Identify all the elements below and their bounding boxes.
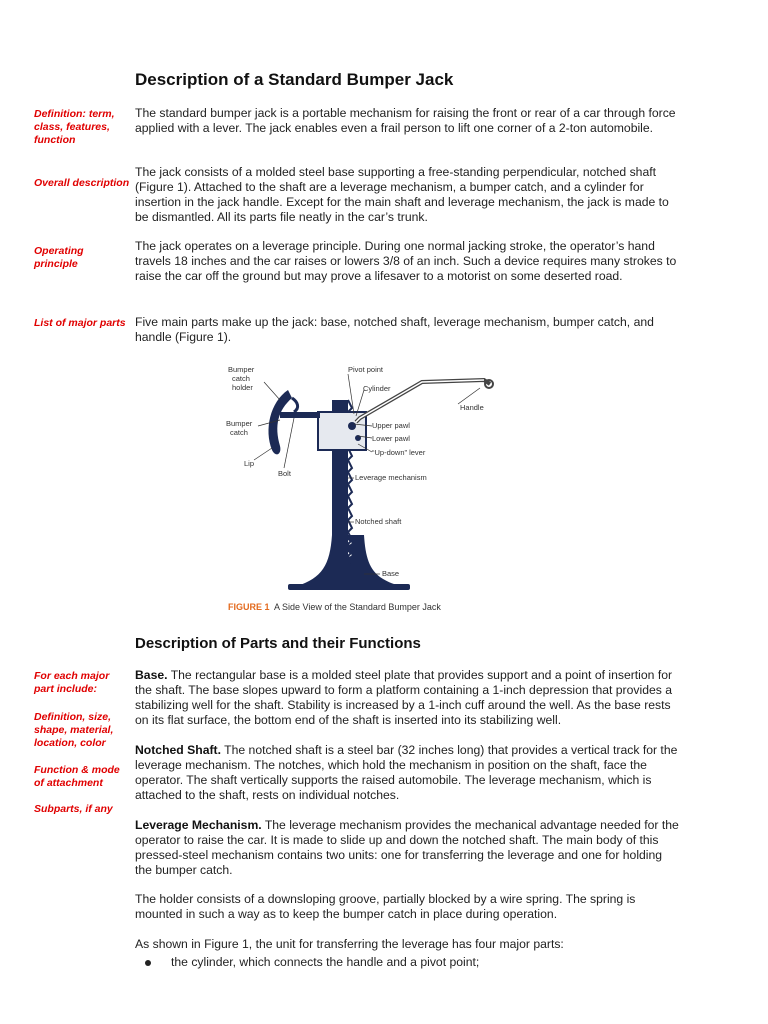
note-operating-principle: Operating principle (34, 245, 84, 270)
label-upper-pawl: Upper pawl (372, 421, 410, 430)
paragraph-overall: The jack consists of a molded steel base supporting a free-standing perpendicular, notched shaft (Figure 1). Attached to the shaft are a leverage mechanism, a bumper catch, and a cylinder for insertion in the jack handle. Except for the main shaft and leverage mechanism, the jack is made to be dismantled. All its parts file neatly in the car’s trunk. (135, 165, 669, 224)
bullet-text: the cylinder, which connects the handle and a pivot point; (171, 955, 480, 969)
label-handle: Handle (460, 403, 484, 412)
label-up-down-lever: “Up-down” lever (372, 448, 426, 457)
paragraph-notched-shaft (135, 743, 680, 803)
note-list-of-parts: List of major parts (34, 317, 126, 329)
figure-caption-prefix: FIGURE 1 (228, 602, 270, 612)
paragraph-base (135, 668, 680, 728)
label-bumper-catch-holder: Bumper catch holder (228, 365, 255, 392)
label-base: Base (382, 569, 400, 578)
paragraph-figure-reference: As shown in Figure 1, the unit for transferring the leverage has four major parts: (135, 937, 564, 951)
paragraph-parts-list: Five main parts make up the jack: base, notched shaft, leverage mechanism, bumper catch, and handle (Figure 1). (135, 315, 654, 344)
label-lip: Lip (244, 459, 255, 468)
label-bumper-catch: Bumper catch (226, 419, 253, 437)
note-function-mode: Function & mode of attachment (34, 764, 120, 789)
note-definition-size: Definition, size, shape, material, location, color (34, 711, 114, 749)
label-lower-pawl: Lower pawl (372, 434, 410, 443)
label-cylinder: Cylinder (363, 384, 391, 393)
bullet-icon (145, 960, 151, 966)
leverage-mechanism-description: The leverage mechanism provides the mechanical advantage needed for the operator to raise the car. It is made to slide up and down the notched shaft. The main body of this pressed-steel mechanism contains two units: one for transferring the leverage and one for holding the bumper catch. (135, 818, 679, 877)
label-pivot-point: Pivot point (348, 365, 384, 374)
note-subparts: Subparts, if any (34, 803, 113, 815)
list-item (145, 955, 479, 969)
page-title: Description of a Standard Bumper Jack (135, 70, 454, 89)
note-overall-description: Overall description (34, 177, 130, 189)
label-notched-shaft: Notched shaft (355, 517, 402, 526)
paragraph-holder: The holder consists of a downsloping groove, partially blocked by a wire spring. The spring is mounted in such a way as to keep the bumper catch in place during operation. (135, 892, 636, 921)
base-description: The rectangular base is a molded steel plate that provides support and a point of insertion for the shaft. The base slopes upward to form a platform containing a 1-inch depression that provides a stabilizing well for the shaft. Stability is increased by a 1-inch cuff around the well. As the base rests on its flat surface, the bottom end of the shaft is inserted into its stabilizing well. (135, 668, 673, 727)
bumper-jack-figure (222, 360, 522, 625)
section-heading-parts: Description of Parts and their Functions (135, 635, 421, 652)
label-leverage-mechanism: Leverage mechanism (355, 473, 427, 482)
paragraph-leverage-mechanism (135, 818, 680, 878)
notched-shaft-term: Notched Shaft. (135, 743, 221, 757)
note-for-each-part: For each major part include: (34, 670, 110, 695)
base-term: Base. (135, 668, 168, 682)
notched-shaft-description: The notched shaft is a steel bar (32 inches long) that provides a vertical track for the leverage mechanism. The notches, which hold the mechanism in position on the shaft, face the operator. The shaft vertically supports the raised automobile. The leverage mechanism, which is attached to the shaft, rests on individual notches. (135, 743, 678, 802)
figure-caption-text: A Side View of the Standard Bumper Jack (274, 602, 441, 612)
note-definition: Definition: term, class, features, function (34, 108, 115, 146)
paragraph-definition: The standard bumper jack is a portable mechanism for raising the front or rear of a car through force applied with a lever. The jack enables even a frail person to lift one corner of a 2-ton automobile. (135, 106, 676, 135)
leverage-mechanism-term: Leverage Mechanism. (135, 818, 262, 832)
label-bolt: Bolt (278, 469, 291, 478)
paragraph-operating: The jack operates on a leverage principle. During one normal jacking stroke, the operator’s hand travels 18 inches and the car raises or lowers 3/8 of an inch. Such a device requires many strokes to raise the car off the ground but may prove a lifesaver to a motorist on some deserted road. (135, 239, 677, 283)
